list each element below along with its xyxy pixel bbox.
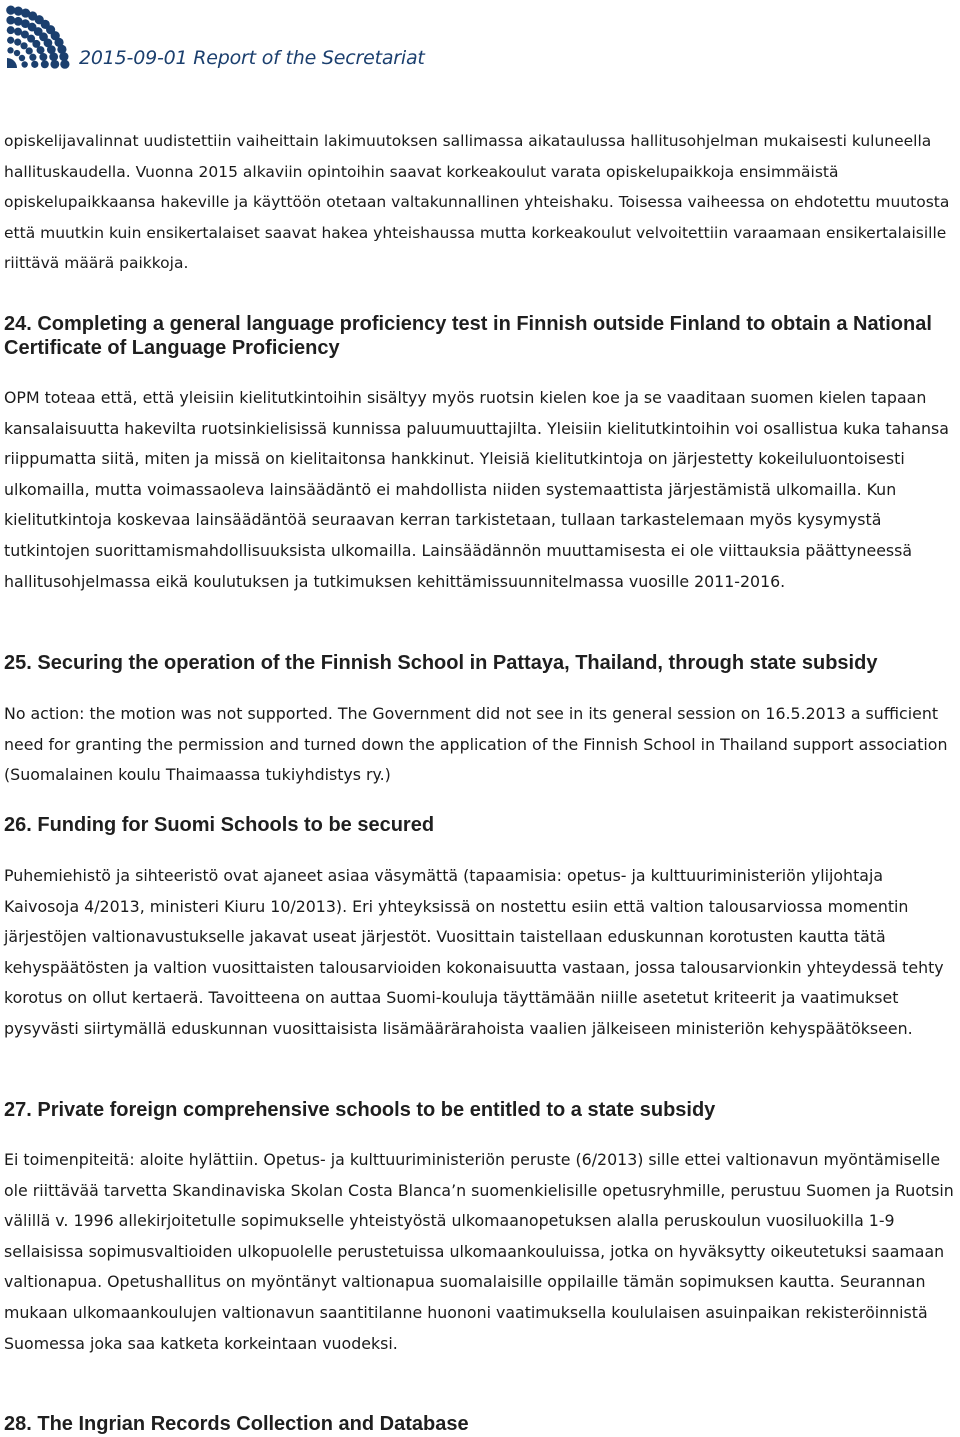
logo-seat-dot <box>50 60 59 69</box>
section-24-heading: 24. Completing a general language proficiency test in Finnish outside Finland to obtain a National Certificate of Language Proficiency <box>4 313 932 359</box>
logo-seat-dot <box>7 26 15 34</box>
parliament-fan-logo-icon <box>3 2 71 70</box>
page-header <box>0 0 960 82</box>
logo-seat-dot <box>39 53 47 61</box>
section-27-body: Ei toimenpiteitä: aloite hylättiin. Opetus- ja kulttuuriministeriön peruste (6/2013) sille ettei valtionavun myöntämiselle ole riittävää tarvetta Skandinaviska Skolan Costa Blanca’n suomenkielisille opetusryhmille, perustuu Suomen ja Ruotsin välillä v. 1996 allekirjoitetulle sopimukselle yhteistyöstä ulkomaanopetuksen alalla peruskoulun vuosiluokilla 1-9 sellaisissa sopimusvaltioiden ulkopuolelle perustetuissa ulkomaankouluissa, jotka on hyväksytty oikeutetuksi saamaan valtionapua. Opetushallitus on myöntänyt valtionapua suomalaisille oppilaille tämän sopimuksen kautta. Seurannan mukaan ulkomaankoulujen valtionavun saantitilanne huononi vaatimuksella koululaisen asuinpaikan rekisteröinnistä Suomessa joka saa katketa korkeintaan vuodeksi. <box>4 1150 954 1353</box>
section-28-heading: 28. The Ingrian Records Collection and Database <box>4 1413 469 1435</box>
intro-paragraph: opiskelijavalinnat uudistettiin vaiheittain lakimuutoksen sallimassa aikataulussa hallitusohjelman mukaisesti kuluneella hallituskaudella. Vuonna 2015 alkaviin opintoihin saavat korkeakoulut varata opiskelupaikkoja ensimmäistä opiskelupaikkaansa hakeville ja käyttöön otetaan valtakunnallinen yhteishaku. Toisessa vaiheessa on ehdotettu muutosta että muutkin kuin ensikertalaiset saavat hakea yhteishaussa mutta korkeakoulut velvoitettiin varaamaan ensikertalaisille riittävä määrä paikkoja. <box>4 132 950 273</box>
logo-seat-dot <box>14 28 22 36</box>
logo-seat-dot <box>14 39 21 46</box>
logo-seat-dot <box>49 52 58 61</box>
section-26-heading: 26. Funding for Suomi Schools to be secured <box>4 814 435 836</box>
logo-seat-dot <box>19 55 25 61</box>
section-25-body: No action: the motion was not supported. The Government did not see in its general session on 16.5.2013 a sufficient need for granting the permission and turned down the application of the Finnish School in Thailand support association (Suomalainen koulu Thaimaassa tukiyhdistys ry.) <box>4 704 948 785</box>
section-27-heading: 27. Private foreign comprehensive schools to be entitled to a state subsidy <box>4 1099 716 1121</box>
logo-seat-dot <box>20 42 27 49</box>
logo-seat-dot <box>14 50 20 56</box>
logo-seat-dot <box>21 61 27 67</box>
report-title: 2015-09-01 Report of the Secretariat <box>79 47 425 69</box>
logo-seat-dot <box>41 60 49 68</box>
logo-core-wedge <box>7 58 17 68</box>
logo-seat-dot <box>29 54 36 61</box>
section-24-body: OPM toteaa että, että yleisiin kielitutkintoihin sisältyy myös ruotsin kielen koe ja se vaaditaan suomen kielen tapaan kansalaisuutta hakevilta ruotsinkielisissä kunnissa paluumuuttajilta. Yleisiin kielitutkintoihin voi osallistua kuka tahansa riippumatta siitä, miten ja missä on kielitaitonsa hankkinut. Yleisiä kielitutkintoja on järjestetty kokeiluluontoisesti ulkomailla, mutta voimassaoleva lainsäädäntö ei mahdollista niiden systemaattista järjestämistä ulkomailla. Kun kielitutkintoja koskevaa lainsäädäntöä seuraavan kerran tarkistetaan, tullaan tarkastelemaan myös kysymystä tutkintojen suorittamismahdollisuuksista ulkomailla. Lainsäädännön muuttamisesta ei ole viittauksia päättyneessä hallitusohjelmassa eikä koulutuksen ja tutkimuksen kehittämissuunnitelmassa vuosille 2011-2016. <box>4 388 949 591</box>
logo-seat-dot <box>7 37 14 44</box>
logo-seat-dot <box>7 47 13 53</box>
logo-seat-dot <box>26 47 33 54</box>
section-25-heading: 25. Securing the operation of the Finnish School in Pattaya, Thailand, through state subsidy <box>4 652 878 674</box>
logo-seat-dot <box>31 61 38 68</box>
logo-seat-dot <box>6 16 15 25</box>
section-26-body: Puhemiehistö ja sihteeristö ovat ajaneet asiaa väsymättä (tapaamisia: opetus- ja kulttuuriministeriön ylijohtaja Kaivosoja 4/2013, ministeri Kiuru 10/2013). Eri yhteyksissä on nostettu esiin että valtion talousarviossa momentin järjestöjen valtionavustukselle jakavat useat järjestöt. Vuosittain taistellaan eduskunnan korotusten kautta tätä kehyspäätösten ja valtion vuosittaisten talousarvioiden kokonaisuutta vastaan, jossa talousarvionkin yhteydessä tehty korotus on ollut kertaerä. Tavoitteena on auttaa Suomi-kouluja täyttämään niille asetetut kriteerit ja vaatimukset pysyvästi siirtymällä eduskunnan vuosittaisista lisämäärärahoista vaalien jälkeiseen ministeriön kehyspäätökseen. <box>4 866 944 1038</box>
logo-seat-dot <box>37 46 45 54</box>
logo-seat-dot <box>60 60 69 69</box>
